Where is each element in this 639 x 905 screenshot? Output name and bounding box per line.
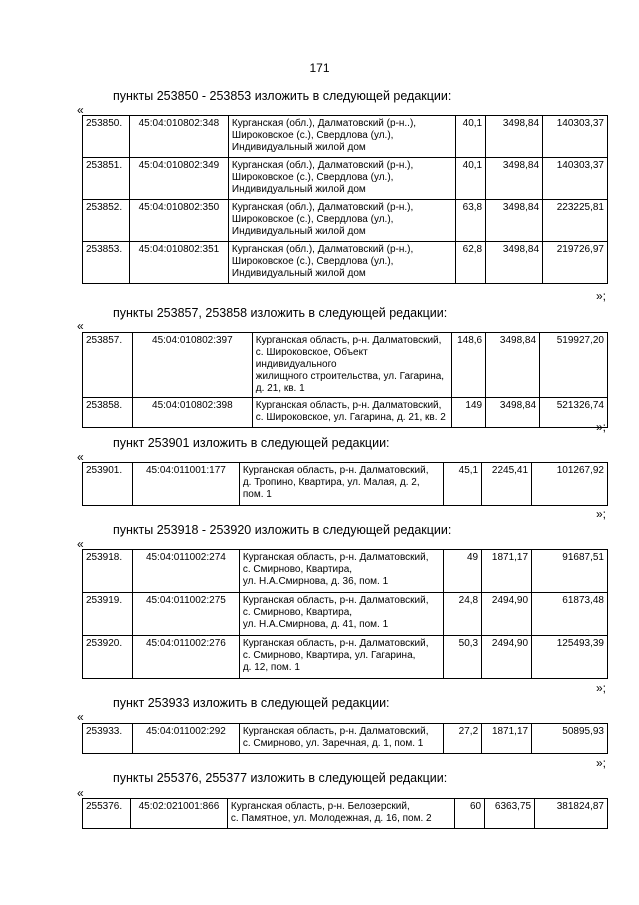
row-number: 255376. [83,799,131,829]
address-line: с. Смирново, Квартира, ул. Гагарина, [242,650,416,661]
unit-value: 3498,84 [486,158,543,200]
address-cell [252,398,451,428]
address-cell [252,333,451,398]
address-cell [239,724,443,754]
area-value: 149 [452,398,486,428]
unit-value: 3498,84 [486,333,540,398]
address-line: с. Памятное, ул. Молодежная, д. 16, пом. 2 [230,813,432,824]
address-line: Курганская область, р-н. Далматовский, [242,552,429,563]
address-line: Курганская область, р-н. Далматовский, [255,335,442,346]
area-value: 49 [444,550,482,593]
address-line: Индивидуальный жилой дом [231,142,366,153]
area-value: 63,8 [456,200,486,242]
address-line: Индивидуальный жилой дом [231,226,366,237]
cadastral-number: 45:02:021001:866 [130,799,227,829]
address-cell [228,242,455,284]
address-line: Широковское (с.), Свердлова (ул.), [231,214,394,225]
close-quote: »; [596,420,607,434]
table-row [83,593,608,636]
address-line: жилищного строительства, ул. Гагарина, [255,371,445,382]
total-value: 140303,37 [543,116,608,158]
address-cell [239,463,443,506]
address-line: с. Широковское, Объект индивидуального [255,347,368,370]
cadastral-number: 45:04:011002:292 [132,724,239,754]
cadastral-number: 45:04:010802:397 [132,333,252,398]
cadastral-number: 45:04:010802:351 [129,242,228,284]
area-value: 40,1 [456,158,486,200]
row-number: 253933. [83,724,133,754]
table-row [83,333,608,398]
address-cell [239,593,443,636]
section-table [82,462,608,506]
address-line: Широковское (с.), Свердлова (ул.), [231,130,394,141]
close-quote: »; [596,681,607,695]
table-row [83,724,608,754]
cadastral-number: 45:04:011002:275 [132,593,239,636]
row-number: 253919. [83,593,133,636]
section-heading: пункт 253933 изложить в следующей редакции: [113,696,390,710]
page-number: 171 [309,61,330,75]
total-value: 101267,92 [532,463,608,506]
row-number: 253857. [83,333,133,398]
address-cell [228,158,455,200]
address-line: Курганская область, р-н. Далматовский, [242,465,429,476]
total-value: 381824,87 [535,799,608,829]
section-table [82,549,608,679]
area-value: 24,8 [444,593,482,636]
cadastral-number: 45:04:011002:276 [132,636,239,679]
unit-value: 2494,90 [482,636,532,679]
cadastral-number: 45:04:010802:398 [132,398,252,428]
address-line: с. Смирново, ул. Заречная, д. 1, пом. 1 [242,738,424,749]
open-quote: « [77,103,84,117]
section-table [82,332,608,428]
table-row [83,799,608,829]
section-table [82,115,608,284]
address-line: Курганская область, р-н. Далматовский, [255,400,442,411]
table-row [83,398,608,428]
address-line: Индивидуальный жилой дом [231,184,366,195]
table-row [83,636,608,679]
table-row [83,550,608,593]
address-line: д. 12, пом. 1 [242,662,300,673]
table-row [83,200,608,242]
unit-value: 1871,17 [482,724,532,754]
area-value: 45,1 [444,463,482,506]
address-line: Широковское (с.), Свердлова (ул.), [231,172,394,183]
address-line: Курганская область, р-н. Белозерский, [230,801,410,812]
total-value: 519927,20 [540,333,608,398]
area-value: 27,2 [444,724,482,754]
close-quote: »; [596,289,607,303]
address-line: с. Смирново, Квартира, [242,607,353,618]
address-line: с. Смирново, Квартира, [242,564,353,575]
section-heading: пункт 253901 изложить в следующей редакции: [113,436,390,450]
area-value: 148,6 [452,333,486,398]
section-heading: пункты 253857, 253858 изложить в следующей редакции: [113,306,448,320]
area-value: 40,1 [456,116,486,158]
row-number: 253853. [83,242,130,284]
unit-value: 2494,90 [482,593,532,636]
unit-value: 1871,17 [482,550,532,593]
address-line: Курганская область, р-н. Далматовский, [242,726,429,737]
unit-value: 3498,84 [486,398,540,428]
address-line: ул. Н.А.Смирнова, д. 36, пом. 1 [242,576,389,587]
row-number: 253858. [83,398,133,428]
row-number: 253920. [83,636,133,679]
open-quote: « [77,537,84,551]
total-value: 521326,74 [540,398,608,428]
close-quote: »; [596,507,607,521]
section-table [82,798,608,829]
area-value: 60 [455,799,485,829]
table-row [83,242,608,284]
unit-value: 6363,75 [485,799,535,829]
row-number: 253918. [83,550,133,593]
cadastral-number: 45:04:011001:177 [132,463,239,506]
row-number: 253901. [83,463,133,506]
close-quote: »; [596,756,607,770]
cadastral-number: 45:04:010802:348 [129,116,228,158]
address-line: Индивидуальный жилой дом [231,268,366,279]
section-table [82,723,608,754]
cadastral-number: 45:04:010802:349 [129,158,228,200]
section-heading: пункты 253850 - 253853 изложить в следующей редакции: [113,89,452,103]
total-value: 140303,37 [543,158,608,200]
address-line: Курганская область, р-н. Далматовский, [242,595,429,606]
address-line: с. Широковское, ул. Гагарина, д. 21, кв. 2 [255,412,446,423]
address-cell [239,550,443,593]
row-number: 253851. [83,158,130,200]
open-quote: « [77,319,84,333]
total-value: 61873,48 [532,593,608,636]
total-value: 219726,97 [543,242,608,284]
cadastral-number: 45:04:010802:350 [129,200,228,242]
address-cell [227,799,454,829]
total-value: 125493,39 [532,636,608,679]
address-line: ул. Н.А.Смирнова, д. 41, пом. 1 [242,619,389,630]
section-heading: пункты 255376, 255377 изложить в следующей редакции: [113,771,448,785]
cadastral-number: 45:04:011002:274 [132,550,239,593]
table-row [83,463,608,506]
table-row [83,116,608,158]
section-heading: пункты 253918 - 253920 изложить в следующей редакции: [113,523,452,537]
unit-value: 3498,84 [486,116,543,158]
address-line: Широковское (с.), Свердлова (ул.), [231,256,394,267]
unit-value: 2245,41 [482,463,532,506]
address-cell [228,200,455,242]
area-value: 50,3 [444,636,482,679]
open-quote: « [77,450,84,464]
address-line: Курганская (обл.), Далматовский (р-н.), [231,244,414,255]
address-cell [228,116,455,158]
address-line: д. Тропино, Квартира, ул. Малая, д. 2, [242,477,420,488]
table-row [83,158,608,200]
address-line: Курганская область, р-н. Далматовский, [242,638,429,649]
address-line: Курганская (обл.), Далматовский (р-н..), [231,118,417,129]
total-value: 91687,51 [532,550,608,593]
total-value: 50895,93 [532,724,608,754]
unit-value: 3498,84 [486,242,543,284]
address-line: Курганская (обл.), Далматовский (р-н.), [231,160,414,171]
address-line: д. 21, кв. 1 [255,383,305,394]
open-quote: « [77,710,84,724]
row-number: 253850. [83,116,130,158]
address-line: Курганская (обл.), Далматовский (р-н.), [231,202,414,213]
open-quote: « [77,786,84,800]
unit-value: 3498,84 [486,200,543,242]
address-cell [239,636,443,679]
address-line: пом. 1 [242,489,272,500]
row-number: 253852. [83,200,130,242]
total-value: 223225,81 [543,200,608,242]
area-value: 62,8 [456,242,486,284]
